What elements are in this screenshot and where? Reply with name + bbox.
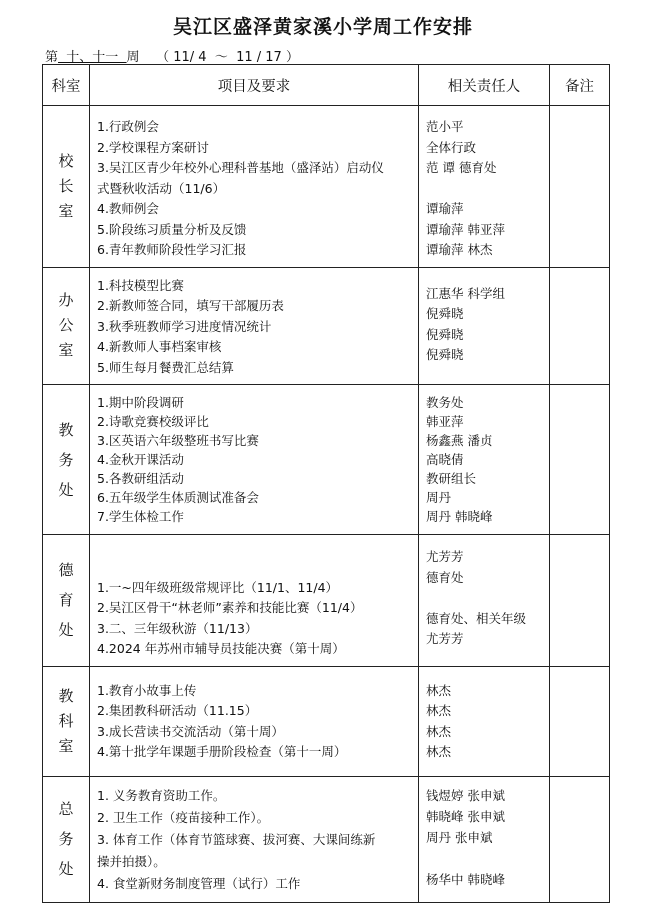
section-row (43, 666, 610, 776)
page-title: 吴江区盛泽黄家溪小学周工作安排 (172, 16, 473, 38)
responsible-line (426, 588, 547, 609)
item-line: 4.金秋开课活动 (97, 452, 184, 467)
item-line: 1.教育小故事上传 (97, 682, 197, 698)
dept-char: 室 (58, 341, 74, 360)
section-responsible (419, 106, 550, 268)
item-line: 式暨秋收活动（11/6） (97, 180, 226, 196)
week-suffix: 周 (126, 50, 140, 65)
item-line: 4.2024 年苏州市辅导员技能决赛（第十周） (97, 641, 345, 656)
dept-char: 教 (58, 420, 74, 439)
responsible-line: 范 谭 德育处 (426, 160, 497, 175)
responsible-line: 韩亚萍 (426, 414, 464, 429)
responsible-line: 尤芳芳 (426, 631, 464, 646)
item-line: 4. 食堂新财务制度管理（试行）工作 (97, 875, 301, 891)
header-items: 项目及要求 (90, 65, 419, 106)
dept-char: 长 (58, 176, 74, 195)
item-line: 4.第十批学年课题手册阶段检查（第十一周） (97, 744, 347, 759)
section-items (90, 535, 419, 667)
item-line: 2.吴江区骨干“林老师”素养和技能比赛（11/4） (97, 600, 363, 615)
responsible-line: 杨鑫燕 潘贞 (426, 433, 493, 448)
responsible-line: 杨华中 韩晓峰 (426, 871, 505, 887)
dept-char: 总 (58, 800, 74, 818)
section-responsible (419, 267, 550, 385)
section-items (90, 666, 419, 776)
item-line: 5.师生每月餐费汇总结算 (97, 359, 234, 375)
dept-char: 处 (58, 480, 74, 499)
item-line: 2.新教师签合同，填写干部履历表 (97, 298, 284, 313)
item-line: 2.学校课程方案研讨 (97, 139, 209, 155)
item-line: 3.吴江区青少年校外心理科普基地（盛泽站）启动仪 (97, 160, 384, 175)
responsible-line: 全体行政 (426, 139, 477, 155)
responsible-line: 江惠华 科学组 (426, 285, 505, 301)
dept-char: 处 (58, 860, 74, 878)
section-row (43, 535, 610, 667)
dept-char: 室 (58, 736, 74, 755)
dept-char: 校 (58, 151, 74, 170)
header-dept: 科室 (43, 65, 90, 106)
responsible-line: 倪舜晓 (426, 306, 464, 321)
responsible-line: 谭瑜萍 韩亚萍 (426, 221, 505, 237)
header-note: 备注 (550, 65, 610, 106)
item-line: 2.集团教科研活动（11.15） (97, 703, 258, 718)
item-line: 6.五年级学生体质测试准备会 (97, 490, 259, 505)
item-line: 5.阶段练习质量分析及反馈 (97, 221, 247, 237)
dept-char: 德 (58, 561, 74, 580)
item-line: 3.成长营读书交流活动（第十周） (97, 723, 284, 739)
item-line: 操并拍摄）。 (97, 853, 166, 869)
section-note (550, 267, 610, 385)
section-responsible (419, 535, 550, 667)
section-dept (43, 535, 90, 667)
responsible-line: 周丹 韩晓峰 (426, 509, 493, 524)
item-line: 1. 义务教育资助工作。 (97, 787, 226, 803)
item-line: 3. 体育工作（体育节篮球赛、拔河赛、大课间练新 (97, 831, 376, 847)
dept-char: 育 (58, 591, 74, 610)
item-line: 1.期中阶段调研 (97, 395, 184, 410)
section-dept (43, 776, 90, 902)
item-line: 1.一~四年级班级常规评比（11/1、11/4） (97, 579, 339, 595)
section-items (90, 106, 419, 268)
responsible-line: 钱煜婷 张申斌 (426, 787, 505, 803)
item-line: 6.青年教师阶段性学习汇报 (97, 242, 247, 257)
responsible-line (426, 848, 547, 869)
responsible-line: 谭瑜萍 (426, 201, 464, 216)
responsible-line: 韩晓峰 张申斌 (426, 808, 505, 824)
section-note (550, 776, 610, 902)
section-dept (43, 385, 90, 535)
responsible-line: 高晓倩 (426, 452, 464, 467)
week-number: 十、十一 (58, 50, 127, 65)
item-line: 5.各教研组活动 (97, 471, 184, 486)
responsible-line: 林杰 (426, 744, 452, 759)
section-dept (43, 267, 90, 385)
dept-char: 办 (58, 291, 74, 310)
section-dept (43, 106, 90, 268)
schedule-table (42, 64, 610, 903)
dept-char: 室 (58, 201, 74, 220)
item-line: 4.教师例会 (97, 201, 159, 216)
responsible-line (426, 179, 547, 200)
item-line: 1.科技模型比赛 (97, 277, 184, 293)
section-dept (43, 666, 90, 776)
dept-char: 科 (58, 711, 74, 730)
dept-char: 公 (58, 316, 74, 335)
week-line (45, 46, 299, 65)
section-items (90, 267, 419, 385)
responsible-line: 倪舜晓 (426, 326, 464, 342)
section-note (550, 535, 610, 667)
item-line: 3.二、三年级秋游（11/13） (97, 620, 258, 636)
item-line: 2. 卫生工作（疫苗接种工作）。 (97, 809, 270, 825)
responsible-line: 谭瑜萍 林杰 (426, 242, 493, 257)
item-line: 3.区英语六年级整班书写比赛 (97, 433, 259, 448)
item-line: 4.新教师人事档案审核 (97, 339, 222, 354)
dept-char: 务 (58, 450, 74, 469)
responsible-line: 范小平 (426, 119, 464, 134)
section-note (550, 385, 610, 535)
item-line (97, 557, 414, 578)
responsible-line: 教研组长 (426, 471, 477, 486)
section-row (43, 385, 610, 535)
section-row (43, 776, 610, 902)
header-row (43, 65, 610, 106)
dept-char: 处 (58, 621, 74, 640)
item-line: 2.诗歌竞赛校级评比 (97, 414, 209, 429)
item-line: 7.学生体检工作 (97, 509, 184, 524)
responsible-line: 德育处、相关年级 (426, 610, 527, 626)
dept-char: 教 (58, 686, 74, 705)
section-responsible (419, 385, 550, 535)
responsible-line: 教务处 (426, 395, 464, 410)
section-responsible (419, 666, 550, 776)
header-responsible: 相关责任人 (419, 65, 550, 106)
section-row (43, 267, 610, 385)
responsible-line: 尤芳芳 (426, 549, 464, 564)
section-items (90, 776, 419, 902)
responsible-line: 周丹 (426, 490, 452, 505)
responsible-line: 林杰 (426, 703, 452, 718)
section-row (43, 106, 610, 268)
responsible-line: 德育处 (426, 569, 464, 585)
responsible-line: 倪舜晓 (426, 347, 464, 362)
item-line: 3.秋季班教师学习进度情况统计 (97, 318, 272, 334)
item-line: 1.行政例会 (97, 119, 159, 134)
section-note (550, 106, 610, 268)
week-prefix: 第 (45, 50, 59, 65)
responsible-line: 周丹 张申斌 (426, 829, 493, 845)
week-range: （ 11/ 4 ～ 11 / 17 ） (156, 50, 299, 65)
dept-char: 务 (58, 830, 74, 848)
responsible-line: 林杰 (426, 682, 452, 698)
section-note (550, 666, 610, 776)
section-responsible (419, 776, 550, 902)
section-items (90, 385, 419, 535)
responsible-line: 林杰 (426, 723, 452, 739)
